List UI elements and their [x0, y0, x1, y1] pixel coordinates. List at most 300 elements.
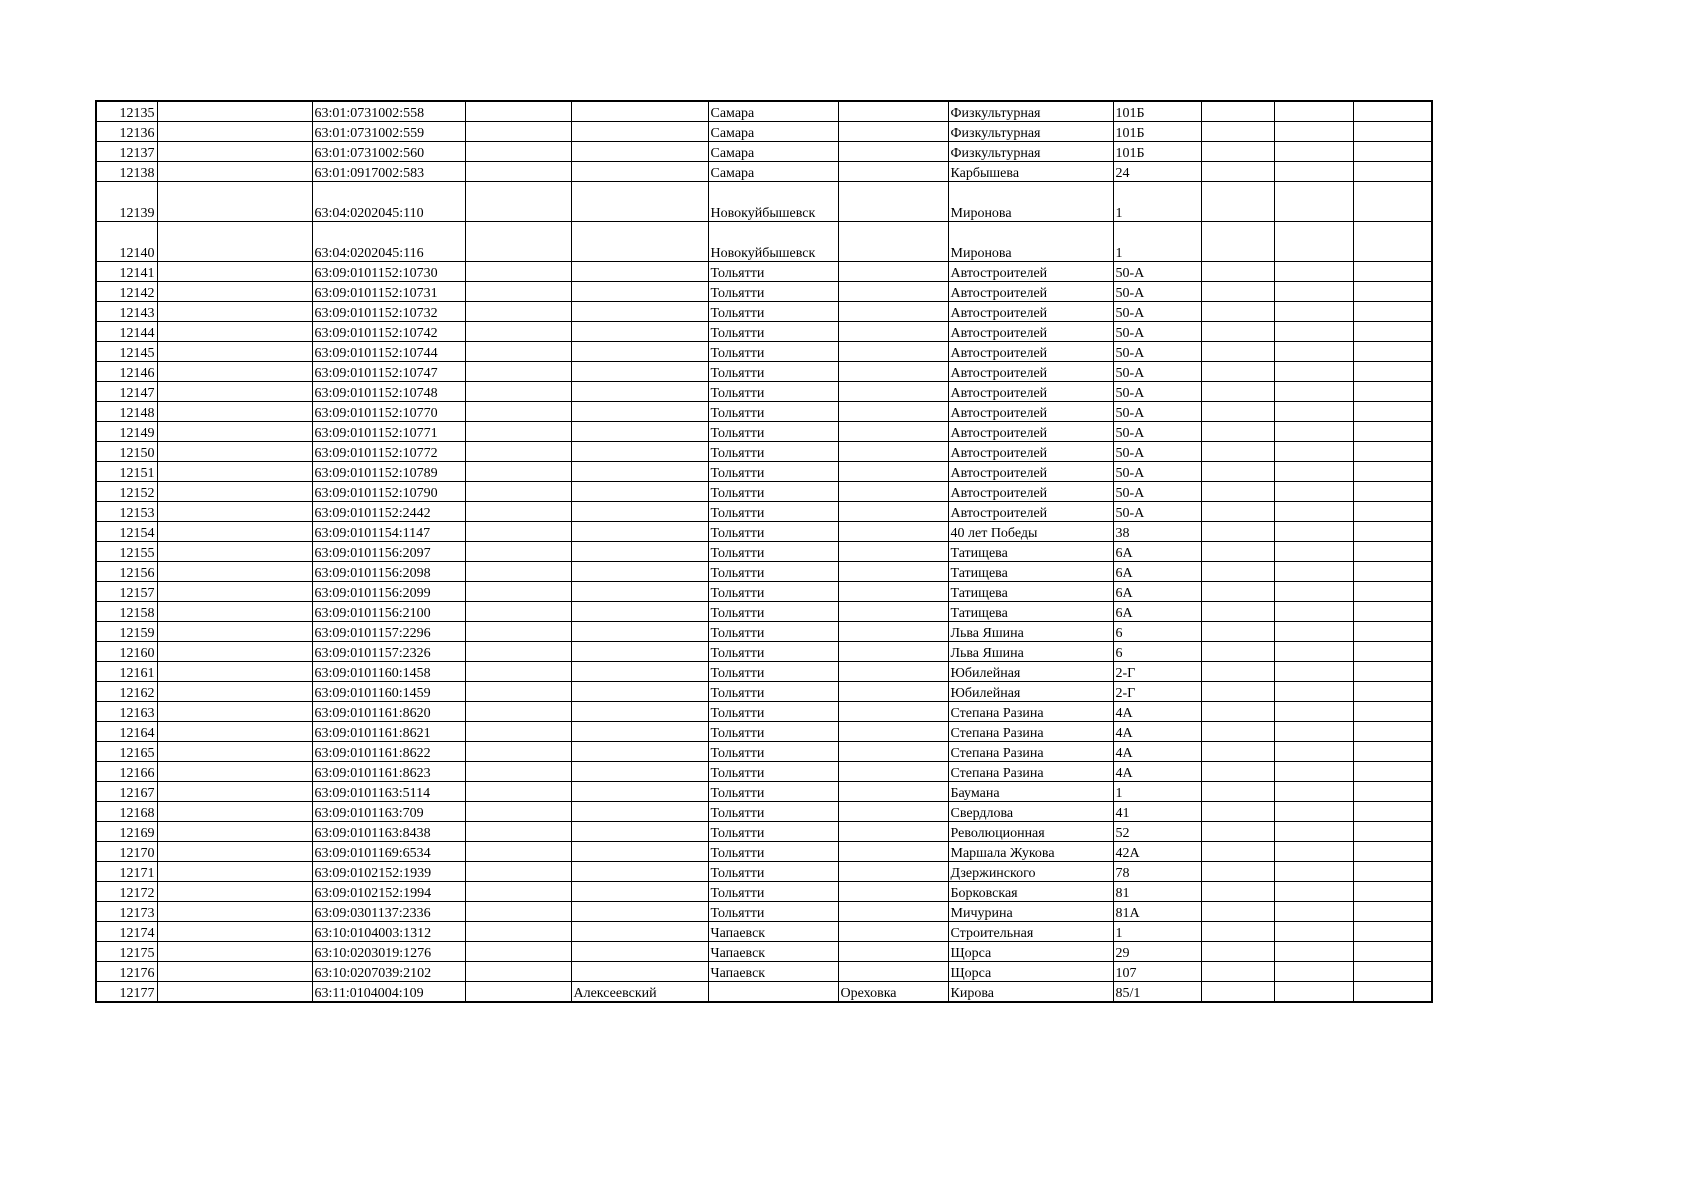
cell-cadastral-number: 63:09:0101160:1458 [312, 662, 465, 682]
table-row [96, 322, 1432, 342]
cell-number: 12164 [96, 722, 157, 742]
cell-city: Тольятти [708, 362, 838, 382]
cell-cadastral-number: 63:09:0301137:2336 [312, 902, 465, 922]
cell-empty-4 [1274, 562, 1353, 582]
cell-district [571, 642, 708, 662]
cell-empty-3 [1201, 262, 1274, 282]
cell-city: Тольятти [708, 562, 838, 582]
cell-empty-1 [157, 942, 312, 962]
cell-street: Свердлова [948, 802, 1113, 822]
cell-empty-2 [465, 482, 571, 502]
cell-empty-3 [1201, 142, 1274, 162]
cell-locality [838, 822, 948, 842]
cell-empty-1 [157, 442, 312, 462]
cell-number: 12152 [96, 482, 157, 502]
cell-empty-5 [1353, 602, 1432, 622]
cell-empty-1 [157, 101, 312, 122]
cell-empty-5 [1353, 422, 1432, 442]
cell-empty-2 [465, 442, 571, 462]
cell-empty-3 [1201, 442, 1274, 462]
cell-city: Тольятти [708, 482, 838, 502]
cell-house: 2-Г [1113, 662, 1201, 682]
cell-locality [838, 842, 948, 862]
cell-number: 12162 [96, 682, 157, 702]
cell-city: Тольятти [708, 462, 838, 482]
cell-city: Тольятти [708, 402, 838, 422]
cell-number: 12172 [96, 882, 157, 902]
cell-number: 12157 [96, 582, 157, 602]
cell-empty-3 [1201, 382, 1274, 402]
cell-number: 12160 [96, 642, 157, 662]
cell-empty-2 [465, 262, 571, 282]
cell-house: 4А [1113, 722, 1201, 742]
cell-empty-2 [465, 222, 571, 262]
cell-empty-4 [1274, 782, 1353, 802]
cell-number: 12169 [96, 822, 157, 842]
cell-street: Юбилейная [948, 662, 1113, 682]
cell-district [571, 142, 708, 162]
cell-cadastral-number: 63:10:0207039:2102 [312, 962, 465, 982]
cell-empty-4 [1274, 802, 1353, 822]
cell-empty-1 [157, 802, 312, 822]
cell-locality [838, 582, 948, 602]
table-row [96, 762, 1432, 782]
cell-number: 12161 [96, 662, 157, 682]
cell-empty-2 [465, 962, 571, 982]
cell-cadastral-number: 63:09:0101163:709 [312, 802, 465, 822]
cell-house: 42А [1113, 842, 1201, 862]
cell-number: 12163 [96, 702, 157, 722]
cell-district [571, 101, 708, 122]
cell-locality [838, 862, 948, 882]
cell-empty-4 [1274, 602, 1353, 622]
cell-empty-2 [465, 782, 571, 802]
cell-street: Автостроителей [948, 362, 1113, 382]
cell-empty-3 [1201, 422, 1274, 442]
cell-street: Татищева [948, 542, 1113, 562]
cell-city: Тольятти [708, 902, 838, 922]
cell-empty-1 [157, 302, 312, 322]
cell-empty-5 [1353, 562, 1432, 582]
cell-empty-1 [157, 122, 312, 142]
cell-district [571, 742, 708, 762]
cell-number: 12145 [96, 342, 157, 362]
cell-empty-3 [1201, 222, 1274, 262]
cell-empty-1 [157, 862, 312, 882]
cell-empty-4 [1274, 942, 1353, 962]
cell-house: 50-А [1113, 342, 1201, 362]
cell-locality [838, 382, 948, 402]
cell-empty-3 [1201, 902, 1274, 922]
cell-city: Чапаевск [708, 922, 838, 942]
cell-empty-4 [1274, 582, 1353, 602]
cell-empty-4 [1274, 362, 1353, 382]
cell-empty-5 [1353, 622, 1432, 642]
cell-city: Новокуйбышевск [708, 222, 838, 262]
cell-street: Кирова [948, 982, 1113, 1003]
cell-empty-2 [465, 502, 571, 522]
cell-number: 12177 [96, 982, 157, 1003]
table-row [96, 101, 1432, 122]
cell-district [571, 682, 708, 702]
cell-empty-4 [1274, 402, 1353, 422]
cell-cadastral-number: 63:09:0102152:1939 [312, 862, 465, 882]
cell-locality [838, 442, 948, 462]
cell-city: Тольятти [708, 302, 838, 322]
cell-city: Тольятти [708, 422, 838, 442]
cell-empty-5 [1353, 822, 1432, 842]
cell-number: 12168 [96, 802, 157, 822]
cell-street: Степана Разина [948, 702, 1113, 722]
cell-cadastral-number: 63:09:0101161:8623 [312, 762, 465, 782]
cell-cadastral-number: 63:09:0101152:10789 [312, 462, 465, 482]
cell-city: Тольятти [708, 662, 838, 682]
cell-empty-5 [1353, 862, 1432, 882]
cell-house: 50-А [1113, 322, 1201, 342]
cell-city: Тольятти [708, 702, 838, 722]
cell-number: 12166 [96, 762, 157, 782]
cell-district [571, 302, 708, 322]
cell-empty-5 [1353, 182, 1432, 222]
cell-empty-1 [157, 282, 312, 302]
cell-street: Степана Разина [948, 722, 1113, 742]
cell-district [571, 482, 708, 502]
cell-house: 101Б [1113, 142, 1201, 162]
cell-locality [838, 101, 948, 122]
cell-district [571, 282, 708, 302]
cell-city: Тольятти [708, 802, 838, 822]
cell-empty-2 [465, 142, 571, 162]
cell-locality [838, 522, 948, 542]
table-row [96, 122, 1432, 142]
table-row [96, 822, 1432, 842]
cell-house: 50-А [1113, 442, 1201, 462]
cell-empty-3 [1201, 962, 1274, 982]
cell-locality [838, 642, 948, 662]
cell-empty-2 [465, 602, 571, 622]
cell-empty-5 [1353, 582, 1432, 602]
cell-empty-2 [465, 902, 571, 922]
cell-city: Самара [708, 122, 838, 142]
cell-number: 12143 [96, 302, 157, 322]
cell-locality [838, 342, 948, 362]
cell-cadastral-number: 63:09:0101152:10744 [312, 342, 465, 362]
cell-house: 24 [1113, 162, 1201, 182]
cell-empty-2 [465, 282, 571, 302]
cell-empty-1 [157, 582, 312, 602]
cell-cadastral-number: 63:04:0202045:110 [312, 182, 465, 222]
cell-empty-2 [465, 822, 571, 842]
cell-number: 12135 [96, 101, 157, 122]
table-row [96, 302, 1432, 322]
table-row [96, 542, 1432, 562]
table-row [96, 262, 1432, 282]
cell-house: 50-А [1113, 262, 1201, 282]
cell-number: 12148 [96, 402, 157, 422]
cell-empty-5 [1353, 342, 1432, 362]
cell-street: Дзержинского [948, 862, 1113, 882]
cell-empty-3 [1201, 162, 1274, 182]
cell-empty-2 [465, 862, 571, 882]
cell-house: 81 [1113, 882, 1201, 902]
cell-district [571, 602, 708, 622]
cell-street: Физкультурная [948, 142, 1113, 162]
table-row [96, 222, 1432, 262]
table-row [96, 862, 1432, 882]
cell-number: 12155 [96, 542, 157, 562]
table-row [96, 602, 1432, 622]
table-row [96, 902, 1432, 922]
cell-empty-2 [465, 462, 571, 482]
table-row [96, 422, 1432, 442]
cell-locality [838, 682, 948, 702]
cell-locality [838, 542, 948, 562]
cell-street: Автостроителей [948, 502, 1113, 522]
cell-locality [838, 622, 948, 642]
cell-locality: Ореховка [838, 982, 948, 1003]
cell-empty-3 [1201, 642, 1274, 662]
cell-number: 12171 [96, 862, 157, 882]
cell-empty-4 [1274, 482, 1353, 502]
cell-empty-5 [1353, 882, 1432, 902]
cell-empty-3 [1201, 402, 1274, 422]
cell-house: 6 [1113, 622, 1201, 642]
cell-number: 12149 [96, 422, 157, 442]
cell-district [571, 942, 708, 962]
cell-locality [838, 422, 948, 442]
cell-cadastral-number: 63:09:0101152:10732 [312, 302, 465, 322]
cell-empty-3 [1201, 562, 1274, 582]
cell-street: Карбышева [948, 162, 1113, 182]
cell-empty-5 [1353, 662, 1432, 682]
cell-number: 12147 [96, 382, 157, 402]
cell-house: 50-А [1113, 482, 1201, 502]
cell-empty-3 [1201, 582, 1274, 602]
cell-locality [838, 502, 948, 522]
cell-district [571, 262, 708, 282]
cell-empty-4 [1274, 842, 1353, 862]
cell-empty-4 [1274, 642, 1353, 662]
cell-district [571, 582, 708, 602]
cell-empty-1 [157, 382, 312, 402]
cell-empty-2 [465, 342, 571, 362]
cell-locality [838, 922, 948, 942]
cell-house: 6А [1113, 562, 1201, 582]
cell-empty-3 [1201, 462, 1274, 482]
table-row [96, 442, 1432, 462]
cell-house: 1 [1113, 782, 1201, 802]
cell-empty-3 [1201, 762, 1274, 782]
cell-cadastral-number: 63:09:0101157:2326 [312, 642, 465, 662]
cell-city: Тольятти [708, 862, 838, 882]
cell-empty-4 [1274, 982, 1353, 1003]
cell-empty-2 [465, 101, 571, 122]
cell-cadastral-number: 63:09:0102152:1994 [312, 882, 465, 902]
cell-empty-4 [1274, 282, 1353, 302]
cell-district [571, 722, 708, 742]
cell-empty-3 [1201, 922, 1274, 942]
table-row [96, 982, 1432, 1003]
cell-city: Тольятти [708, 322, 838, 342]
cell-street: Щорса [948, 962, 1113, 982]
cell-district [571, 902, 708, 922]
cell-empty-3 [1201, 122, 1274, 142]
cell-empty-4 [1274, 682, 1353, 702]
cell-empty-4 [1274, 322, 1353, 342]
table-row [96, 402, 1432, 422]
cell-empty-5 [1353, 101, 1432, 122]
cell-empty-5 [1353, 802, 1432, 822]
cell-empty-5 [1353, 742, 1432, 762]
cell-district [571, 362, 708, 382]
cell-city: Тольятти [708, 742, 838, 762]
cell-empty-2 [465, 122, 571, 142]
cell-locality [838, 322, 948, 342]
cell-cadastral-number: 63:09:0101157:2296 [312, 622, 465, 642]
cell-street: Щорса [948, 942, 1113, 962]
cell-cadastral-number: 63:09:0101154:1147 [312, 522, 465, 542]
table-row [96, 782, 1432, 802]
table-row [96, 342, 1432, 362]
cell-empty-2 [465, 302, 571, 322]
cell-locality [838, 882, 948, 902]
cell-empty-5 [1353, 262, 1432, 282]
cell-number: 12138 [96, 162, 157, 182]
cell-house: 50-А [1113, 502, 1201, 522]
table-row [96, 562, 1432, 582]
cell-house: 2-Г [1113, 682, 1201, 702]
cell-empty-4 [1274, 762, 1353, 782]
cell-number: 12158 [96, 602, 157, 622]
cell-cadastral-number: 63:01:0731002:559 [312, 122, 465, 142]
cell-empty-4 [1274, 442, 1353, 462]
cell-street: Строительная [948, 922, 1113, 942]
cell-empty-4 [1274, 382, 1353, 402]
cell-empty-5 [1353, 682, 1432, 702]
table-row [96, 462, 1432, 482]
cell-district [571, 542, 708, 562]
cell-empty-1 [157, 522, 312, 542]
table-row [96, 642, 1432, 662]
table-row [96, 382, 1432, 402]
cell-empty-1 [157, 142, 312, 162]
cell-empty-5 [1353, 702, 1432, 722]
cell-empty-1 [157, 842, 312, 862]
cell-cadastral-number: 63:09:0101163:8438 [312, 822, 465, 842]
cell-number: 12153 [96, 502, 157, 522]
cell-locality [838, 802, 948, 822]
cell-cadastral-number: 63:09:0101152:10770 [312, 402, 465, 422]
cell-empty-3 [1201, 702, 1274, 722]
cell-empty-3 [1201, 101, 1274, 122]
cell-city: Тольятти [708, 682, 838, 702]
table-body [96, 101, 1432, 1002]
cell-house: 6А [1113, 542, 1201, 562]
cell-district [571, 922, 708, 942]
cell-city [708, 982, 838, 1003]
cell-number: 12175 [96, 942, 157, 962]
cell-empty-1 [157, 322, 312, 342]
cell-empty-2 [465, 882, 571, 902]
cell-city: Тольятти [708, 722, 838, 742]
cell-house: 50-А [1113, 402, 1201, 422]
cell-number: 12154 [96, 522, 157, 542]
cell-city: Новокуйбышевск [708, 182, 838, 222]
cell-empty-2 [465, 562, 571, 582]
cell-city: Тольятти [708, 342, 838, 362]
cell-number: 12150 [96, 442, 157, 462]
cell-empty-1 [157, 602, 312, 622]
cell-number: 12151 [96, 462, 157, 482]
cell-empty-4 [1274, 622, 1353, 642]
cell-empty-5 [1353, 762, 1432, 782]
cell-number: 12141 [96, 262, 157, 282]
cell-cadastral-number: 63:11:0104004:109 [312, 982, 465, 1003]
cell-house: 78 [1113, 862, 1201, 882]
cell-empty-3 [1201, 802, 1274, 822]
cell-empty-3 [1201, 782, 1274, 802]
cell-empty-1 [157, 702, 312, 722]
cell-empty-3 [1201, 182, 1274, 222]
cell-empty-5 [1353, 902, 1432, 922]
cell-city: Тольятти [708, 282, 838, 302]
cell-district [571, 782, 708, 802]
cell-empty-2 [465, 322, 571, 342]
cell-empty-5 [1353, 142, 1432, 162]
cell-empty-1 [157, 542, 312, 562]
cell-empty-3 [1201, 942, 1274, 962]
cell-empty-2 [465, 382, 571, 402]
table-row [96, 922, 1432, 942]
table-row [96, 842, 1432, 862]
cell-house: 1 [1113, 182, 1201, 222]
cell-empty-4 [1274, 922, 1353, 942]
cell-locality [838, 902, 948, 922]
cell-street: Автостроителей [948, 262, 1113, 282]
table-row [96, 622, 1432, 642]
cell-city: Самара [708, 162, 838, 182]
cell-empty-3 [1201, 742, 1274, 762]
cell-street: Автостроителей [948, 422, 1113, 442]
table-row [96, 882, 1432, 902]
cell-empty-1 [157, 462, 312, 482]
cell-empty-2 [465, 702, 571, 722]
cell-empty-1 [157, 162, 312, 182]
cell-street: Миронова [948, 222, 1113, 262]
cell-city: Тольятти [708, 782, 838, 802]
cell-locality [838, 182, 948, 222]
cell-street: Юбилейная [948, 682, 1113, 702]
cell-empty-3 [1201, 842, 1274, 862]
cell-district [571, 822, 708, 842]
cell-empty-4 [1274, 162, 1353, 182]
cell-empty-2 [465, 682, 571, 702]
cell-street: Татищева [948, 562, 1113, 582]
cell-district [571, 382, 708, 402]
cell-city: Тольятти [708, 442, 838, 462]
cell-city: Тольятти [708, 622, 838, 642]
cell-district [571, 862, 708, 882]
cell-empty-3 [1201, 482, 1274, 502]
cell-empty-1 [157, 182, 312, 222]
cell-empty-5 [1353, 842, 1432, 862]
cell-empty-4 [1274, 522, 1353, 542]
cell-empty-5 [1353, 962, 1432, 982]
cell-empty-4 [1274, 722, 1353, 742]
cell-empty-5 [1353, 402, 1432, 422]
cell-empty-5 [1353, 922, 1432, 942]
cell-empty-1 [157, 262, 312, 282]
